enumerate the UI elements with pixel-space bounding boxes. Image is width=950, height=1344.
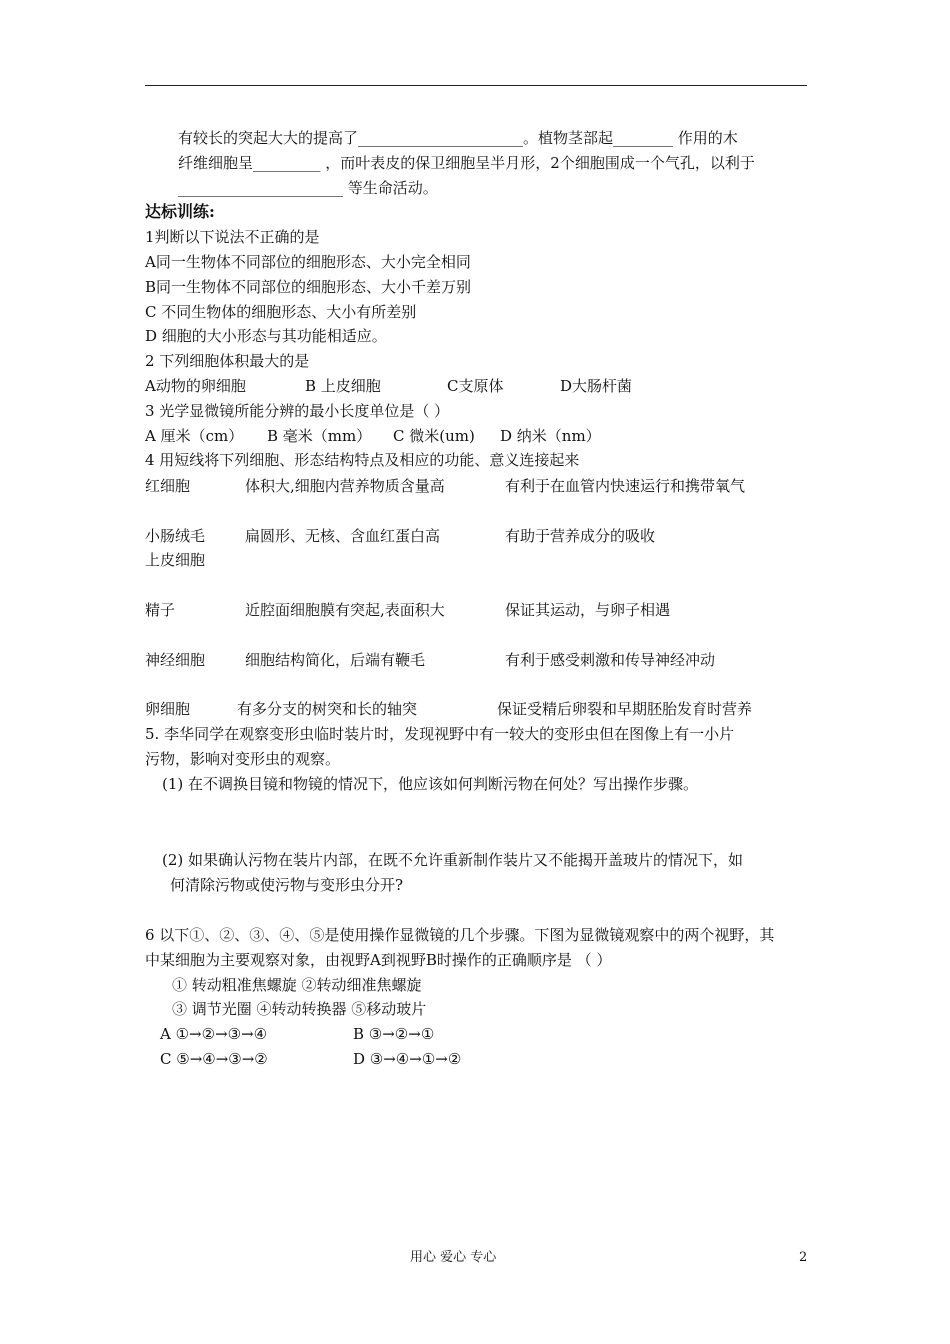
q2-option-b: B 上皮细胞 [305,377,381,395]
q4-cell-name: 红细胞 [145,477,191,495]
q2-option-d: D大肠杆菌 [560,377,633,395]
q4-row [145,600,807,620]
q4-structure: 近腔面细胞膜有突起,表面积大 [245,601,445,619]
q3-option-c: C 微米(um) [393,427,475,445]
q5-line-1: 5. 李华同学在观察变形虫临时装片时，发现视野中有一较大的变形虫但在图像上有一小片 [145,725,735,743]
q4-row [145,526,807,546]
section-heading: 达标训练: [145,202,215,221]
q4-function: 保证受精后卵裂和早期胚胎发育时营养 [497,700,753,718]
q4-cell-name: 上皮细胞 [145,551,206,569]
q5-part-2-line-2: 何清除污物或使污物与变形虫分开? [170,876,404,894]
q4-structure: 细胞结构简化，后端有鞭毛 [245,651,426,669]
q6-steps-2: ③ 调节光圈 ④转动转换器 ⑤移动玻片 [172,1000,427,1018]
q3-stem: 3 光学显微镜所能分辨的最小长度单位是（ ） [145,402,450,420]
q6-option-b: B ③→②→① [353,1025,435,1043]
page-number: 2 [799,1250,808,1265]
q4-function: 保证其运动，与卵子相遇 [505,601,671,619]
header-rule [145,85,807,86]
q4-cell-name: 神经细胞 [145,651,206,669]
q4-function: 有助于营养成分的吸收 [505,527,656,545]
q6-steps-1: ① 转动粗准焦螺旋 ②转动细准焦螺旋 [172,976,422,994]
q4-structure: 有多分支的树突和长的轴突 [237,700,418,718]
q4-cell-name: 小肠绒毛 [145,527,206,545]
q4-row [145,476,807,496]
q6-options-row-2 [160,1049,660,1069]
q4-row [145,650,807,670]
q1-option-d: D 细胞的大小形态与其功能相适应。 [145,327,387,345]
q3-option-a: A 厘米（cm） [145,427,244,445]
q2-options [145,376,745,396]
q5-line-2: 污物，影响对变形虫的观察。 [145,750,341,768]
q4-row [145,550,807,570]
q6-options-row-1 [160,1024,660,1044]
q1-option-a: A同一生物体不同部位的细胞形态、大小完全相同 [145,253,471,271]
intro-line-3: ______________________ 等生命活动。 [178,179,438,197]
q4-structure: 扁圆形、无核、含血红蛋白高 [245,527,441,545]
q4-cell-name: 卵细胞 [145,700,191,718]
q3-options [145,426,745,446]
q5-part-2-line-1: (2) 如果确认污物在装片内部，在既不允许重新制作装片又不能揭开盖玻片的情况下，如 [162,851,744,869]
q1-option-b: B同一生物体不同部位的细胞形态、大小千差万别 [145,278,472,296]
q4-function: 有利于感受刺激和传导神经冲动 [505,651,716,669]
q4-row [145,699,807,719]
q6-option-c: C ⑤→④→③→② [160,1050,268,1068]
intro-line-2: 纤维细胞呈_________ ，而叶表皮的保卫细胞呈半月形，2个细胞围成一个气孔，以利于 [178,154,755,172]
q1-stem: 1判断以下说法不正确的是 [145,228,320,246]
q6-option-a: A ①→②→③→④ [160,1025,268,1043]
q3-option-b: B 毫米（mm） [267,427,372,445]
q3-option-d: D 纳米（nm） [500,427,601,445]
q6-option-d: D ③→④→①→② [353,1050,462,1068]
q4-cell-name: 精子 [145,601,176,619]
q4-stem: 4 用短线将下列细胞、形态结构特点及相应的功能、意义连接起来 [145,451,580,469]
q6-line-1: 6 以下①、②、③、④、⑤是使用操作显微镜的几个步骤。下图为显微镜观察中的两个视野，其 [145,926,775,944]
q4-structure: 体积大,细胞内营养物质含量高 [245,477,445,495]
q2-option-c: C支原体 [447,377,504,395]
q6-line-2: 中某细胞为主要观察对象，由视野A到视野B时操作的正确顺序是 （ ） [145,951,612,969]
q1-option-c: C 不同生物体的细胞形态、大小有所差别 [145,303,417,321]
q2-option-a: A动物的卵细胞 [145,377,246,395]
q5-part-1: (1) 在不调换目镜和物镜的情况下，他应该如何判断污物在何处？写出操作步骤。 [162,775,699,793]
footer-motto: 用心 爱心 专心 [410,1250,497,1265]
q4-function: 有利于在血管内快速运行和携带氧气 [505,477,746,495]
intro-line-1: 有较长的突起大大的提高了______________________。植物茎部起________ 作用的木 [178,129,738,147]
q2-stem: 2 下列细胞体积最大的是 [145,352,310,370]
